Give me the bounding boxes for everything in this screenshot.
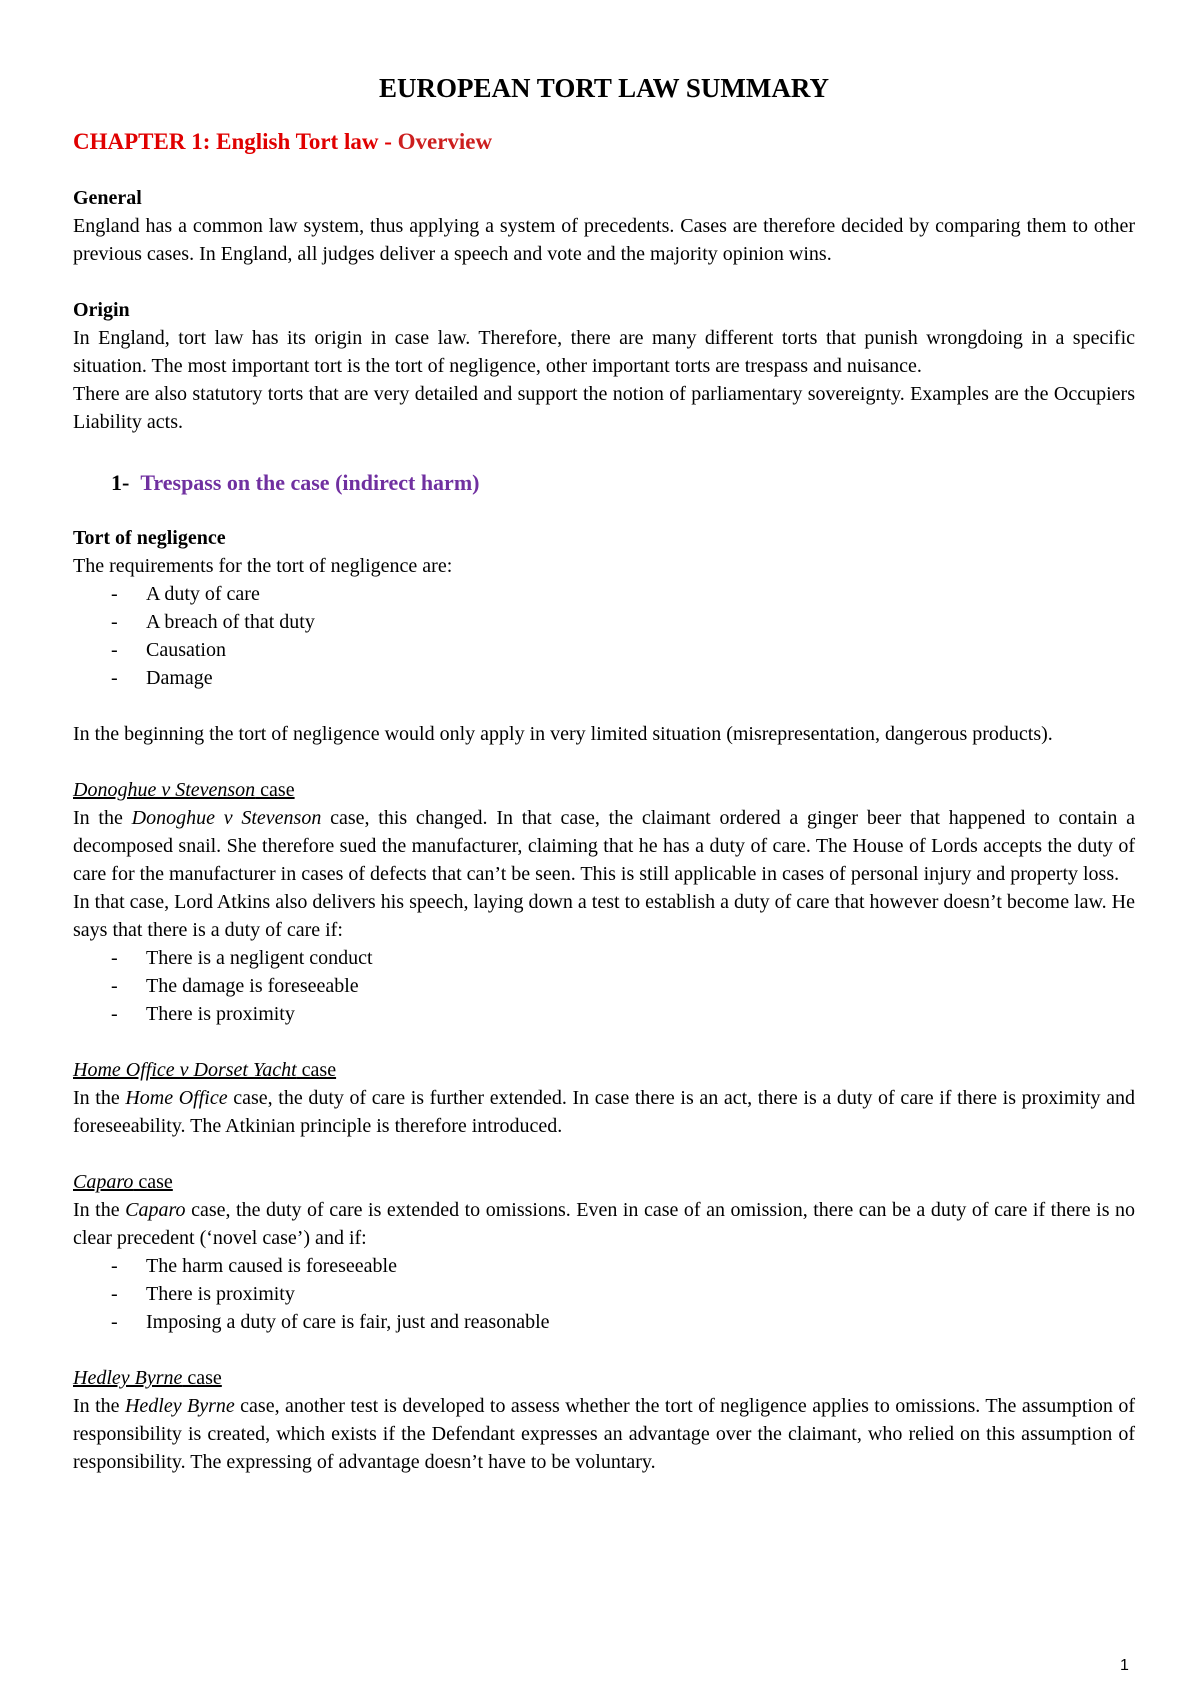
origin-paragraph-2: There are also statutory torts that are very detailed and support the notion of parliamentary sovereignty. Examples are the Occupiers Liability acts. (73, 383, 1135, 433)
general-paragraph: England has a common law system, thus applying a system of precedents. Cases are therefore decided by comparing them to other previous cases. In England, all judges deliver a speech and vote and the majority opinion wins. (73, 215, 1135, 265)
list-item: - Imposing a duty of care is fair, just and reasonable (111, 1311, 550, 1333)
donoghue-list (73, 944, 1135, 1028)
section-number: 1- (111, 470, 130, 495)
list-item: - A duty of care (111, 583, 260, 605)
caparo-list (73, 1252, 1135, 1336)
list-item: - There is a negligent conduct (111, 947, 373, 969)
document-title: EUROPEAN TORT LAW SUMMARY (379, 73, 829, 103)
chapter-heading-prefix: CHAPTER 1: English Tort law - (73, 129, 398, 154)
list-item: - There is proximity (111, 1003, 295, 1025)
list-item: - Damage (111, 667, 213, 689)
donoghue-paragraph-2: In that case, Lord Atkins also delivers his speech, laying down a test to establish a duty of care that however doesn’t become law. He says that there is a duty of care if: (73, 891, 1135, 941)
page-content (73, 70, 1135, 1476)
negligence-heading: Tort of negligence (73, 527, 226, 549)
page-number: 1 (1120, 1657, 1129, 1674)
chapter-heading (73, 126, 1135, 158)
negligence-intro: The requirements for the tort of negligence are: (73, 555, 453, 577)
list-item: - There is proximity (111, 1283, 295, 1305)
caparo-case-heading: Caparo case (73, 1171, 173, 1193)
hedley-paragraph: In the Hedley Byrne case, another test is developed to assess whether the tort of negligence applies to omissions. The assumption of responsibility is created, which exists if the Defendant expresses an advantage over the claimant, who relied on this assumption of responsibility. The expressing of advantage doesn’t have to be voluntary. (73, 1395, 1136, 1473)
caparo-paragraph: In the Caparo case, the duty of care is extended to omissions. Even in case of an omission, there can be a duty of care if there is no clear precedent (‘novel case’) and if: (73, 1199, 1136, 1249)
origin-heading: Origin (73, 299, 130, 321)
negligence-requirements-list (73, 580, 1135, 692)
negligence-after-paragraph: In the beginning the tort of negligence would only apply in very limited situation (misrepresentation, dangerous products). (73, 723, 1053, 745)
list-item: - Causation (111, 639, 226, 661)
section-heading-1 (111, 468, 1135, 498)
homeoffice-case-heading: Home Office v Dorset Yacht case (73, 1059, 337, 1081)
general-heading: General (73, 187, 142, 209)
origin-paragraph-1: In England, tort law has its origin in case law. Therefore, there are many different torts that punish wrongdoing in a specific situation. The most important tort is the tort of negligence, other important torts are trespass and nuisance. (73, 327, 1135, 377)
hedley-case-heading: Hedley Byrne case (73, 1367, 222, 1389)
chapter-heading-suffix: Overview (397, 129, 493, 154)
list-item: - The damage is foreseeable (111, 975, 359, 997)
list-item: - A breach of that duty (111, 611, 315, 633)
list-item: - The harm caused is foreseeable (111, 1255, 397, 1277)
section-title: Trespass on the case (indirect harm) (140, 470, 480, 495)
donoghue-case-heading: Donoghue v Stevenson case (73, 779, 295, 801)
donoghue-paragraph-1: In the Donoghue v Stevenson case, this changed. In that case, the claimant ordered a ginger beer that happened to contain a decomposed snail. She therefore sued the manufacturer, claiming that he has a duty of care. The House of Lords accepts the duty of care for the manufacturer in cases of defects that can’t be seen. This is still applicable in cases of personal injury and property loss. (73, 807, 1135, 885)
homeoffice-paragraph: In the Home Office case, the duty of care is further extended. In case there is an act, there is a duty of care if there is proximity and foreseeability. The Atkinian principle is therefore introduced. (73, 1087, 1136, 1137)
